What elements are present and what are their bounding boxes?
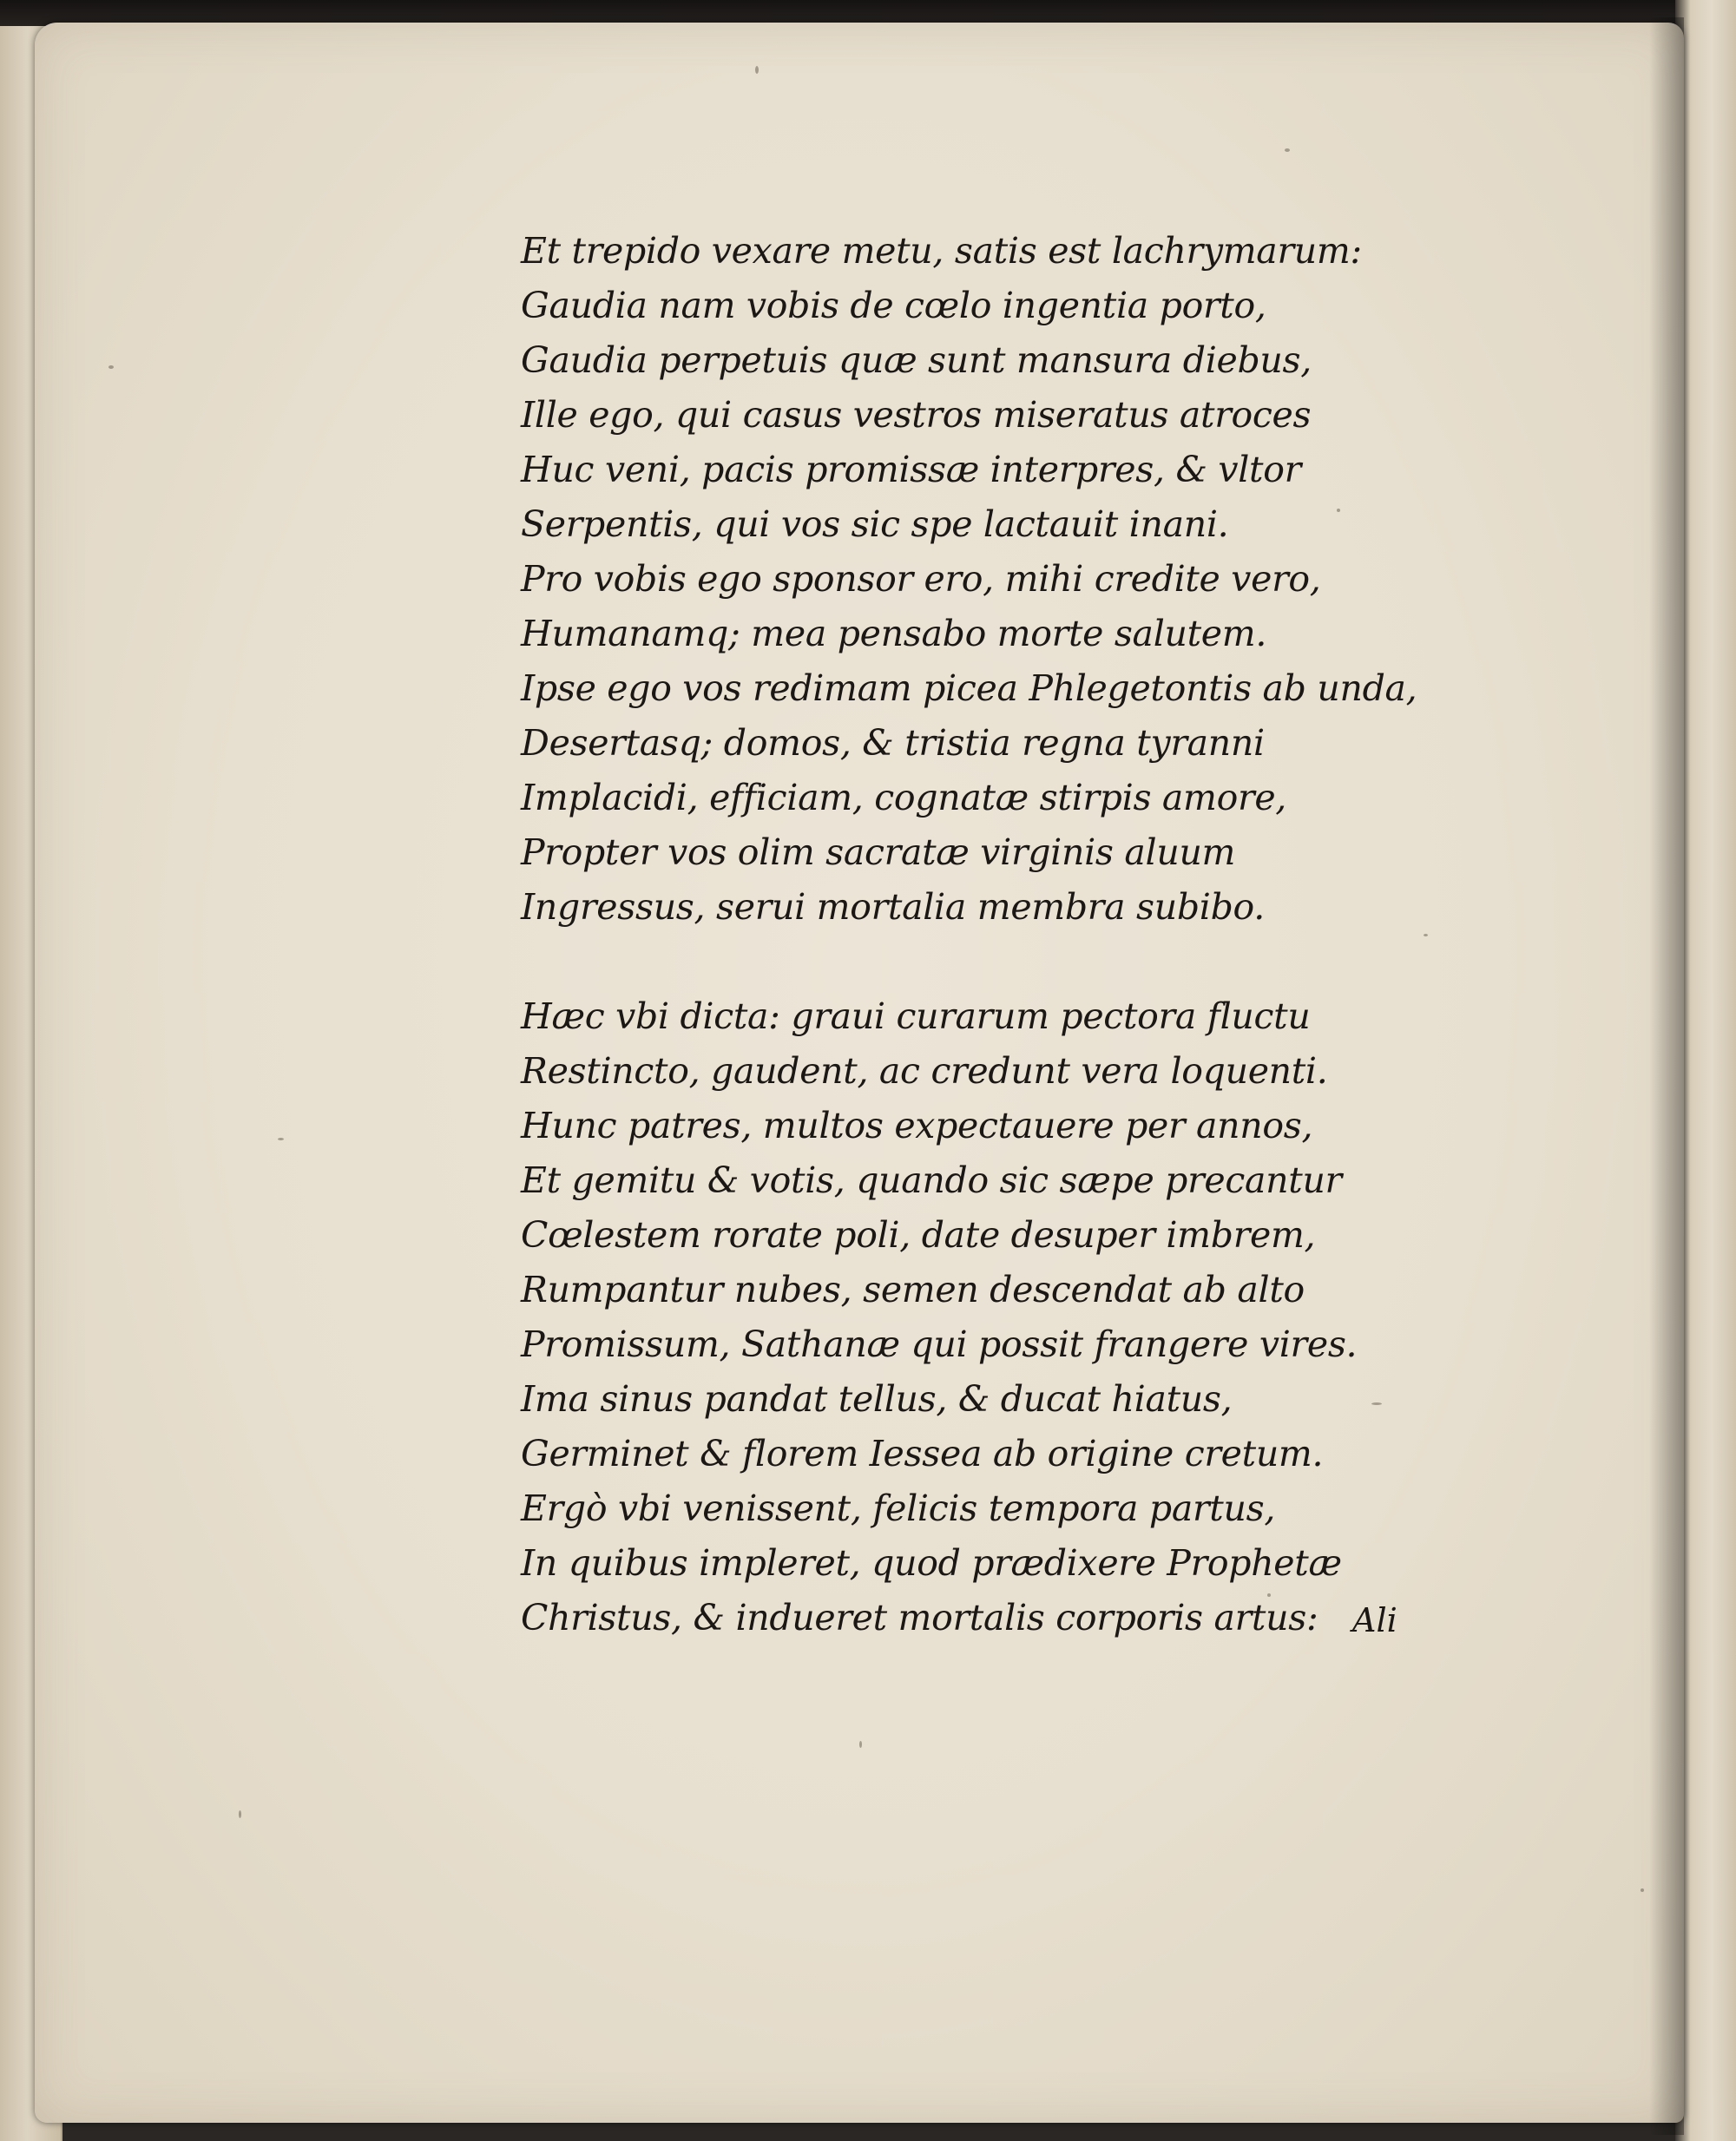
verse-line: Ima sinus pandat tellus, & ducat hiatus, (521, 1378, 1233, 1420)
verse-line: Rumpantur nubes, semen descendat ab alto (521, 1269, 1305, 1310)
verse-line: Restincto, gaudent, ac credunt vera loquenti. (521, 1050, 1328, 1092)
verse-line: Ergò vbi venissent, felicis tempora partus, (521, 1488, 1276, 1529)
verse-line: Promissum, Sathanæ qui possit frangere vires. (521, 1323, 1358, 1365)
verse-line: Humanamq; mea pensabo morte salutem. (521, 613, 1267, 654)
paper-speck (278, 1138, 284, 1140)
paper-speck (239, 1810, 241, 1818)
stanza-2 (521, 989, 1493, 1645)
verse-line: Gaudia nam vobis de cœlo ingentia porto, (521, 285, 1266, 326)
verse-line: Et gemitu & votis, quando sic sæpe precantur (521, 1159, 1342, 1201)
catchword: Ali (1352, 1601, 1397, 1639)
paper-speck (108, 365, 114, 369)
adjacent-leaf (1675, 0, 1736, 2141)
verse-line: Desertasq; domos, & tristia regna tyranni (521, 722, 1265, 764)
verse-line: Hæc vbi dicta: graui curarum pectora fluctu (521, 995, 1311, 1037)
paper-speck (755, 66, 759, 74)
verse-line: Hunc patres, multos expectauere per annos, (521, 1105, 1313, 1146)
poem-text (521, 224, 1493, 1645)
verse-line: In quibus impleret, quod prædixere Prophetæ (521, 1542, 1342, 1584)
verse-line: Implacidi, efficiam, cognatæ stirpis amore, (521, 777, 1287, 818)
verse-line: Ingressus, serui mortalia membra subibo. (521, 886, 1265, 928)
verse-line: Ille ego, qui casus vestros miseratus atroces (521, 394, 1312, 436)
verse-line: Cœlestem rorate poli, date desuper imbrem, (521, 1214, 1316, 1256)
verse-line: Ipse ego vos redimam picea Phlegetontis ab unda, (521, 667, 1417, 709)
verse-line: Germinet & florem Iessea ab origine cretum. (521, 1433, 1324, 1474)
paper-speck (1641, 1888, 1644, 1892)
paper-speck (1285, 148, 1290, 152)
paper-speck (859, 1741, 862, 1748)
verse-line: Gaudia perpetuis quæ sunt mansura diebus, (521, 339, 1312, 381)
verse-line: Christus, & indueret mortalis corporis artus: (521, 1597, 1318, 1639)
verse-line: Pro vobis ego sponsor ero, mihi credite vero, (521, 558, 1321, 600)
gutter-shadow (1649, 17, 1684, 2135)
stanza-1 (521, 224, 1493, 935)
verse-line: Propter vos olim sacratæ virginis aluum (521, 831, 1236, 873)
verse-line: Et trepido vexare metu, satis est lachrymarum: (521, 230, 1362, 272)
verse-line: Huc veni, pacis promissæ interpres, & vltor (521, 449, 1301, 490)
verse-line: Serpentis, qui vos sic spe lactauit inani. (521, 503, 1229, 545)
